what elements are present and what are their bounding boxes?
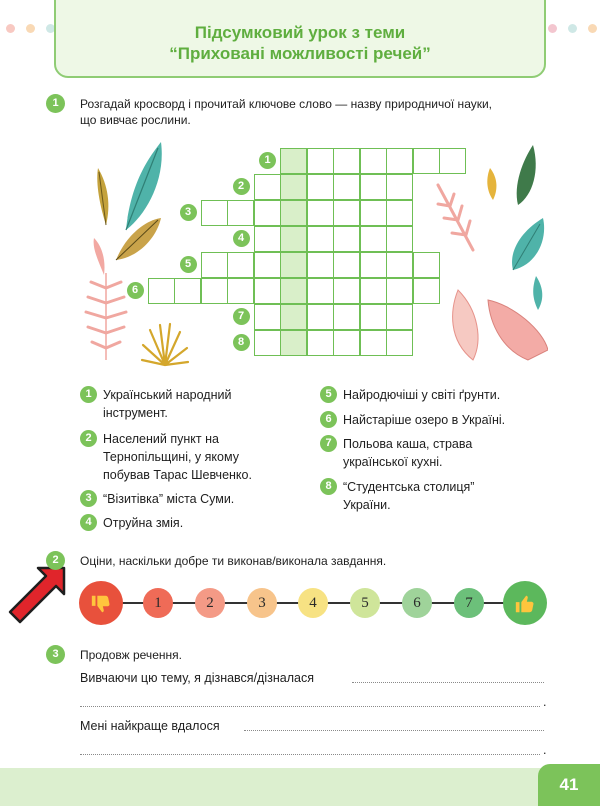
crossword-key-cell[interactable] [280,148,307,174]
crossword-cell[interactable] [254,200,281,226]
yellow-grass-decoration [140,320,190,368]
clue-text: “Візитівка” міста Суми. [103,492,235,506]
clue-item [320,435,472,471]
crossword-row-number: 7 [233,308,250,325]
crossword-cell[interactable] [386,148,413,174]
crossword-cell[interactable] [360,278,387,304]
task-1-text-line-2: що вивчає рослини. [80,113,191,127]
crossword-cell[interactable] [360,304,387,330]
clue-number: 5 [320,386,337,403]
crossword-cell[interactable] [360,174,387,200]
clue-item [320,386,500,404]
crossword-cell[interactable] [227,252,254,278]
crossword-cell[interactable] [254,226,281,252]
crossword-cell[interactable] [386,304,413,330]
rating-option-7[interactable]: 7 [454,588,484,618]
crossword-key-cell[interactable] [280,330,307,356]
clue-text: Населений пункт на Тернопільщині, у якому побував Тарас Шевченко. [103,432,252,482]
rating-option-1[interactable]: 1 [143,588,173,618]
crossword-cell[interactable] [413,252,440,278]
crossword-cell[interactable] [360,148,387,174]
crossword-cell[interactable] [333,148,360,174]
clue-number: 7 [320,435,337,452]
sentence-1-end-mark: . [543,695,547,709]
crossword-cell[interactable] [413,148,440,174]
crossword-cell[interactable] [254,252,281,278]
page-number: 41 [538,764,600,806]
rating-option-6[interactable]: 6 [402,588,432,618]
rating-option-5[interactable]: 5 [350,588,380,618]
crossword-cell[interactable] [148,278,175,304]
crossword-cell[interactable] [307,252,334,278]
crossword-key-cell[interactable] [280,278,307,304]
crossword-cell[interactable] [307,304,334,330]
crossword-cell[interactable] [360,200,387,226]
rating-option-4[interactable]: 4 [298,588,328,618]
crossword-key-cell[interactable] [280,226,307,252]
pink-fern-left-decoration [76,268,136,363]
crossword-cell[interactable] [333,226,360,252]
crossword-cell[interactable] [307,278,334,304]
crossword-cell[interactable] [227,278,254,304]
clue-item [80,514,183,532]
crossword-row-number: 4 [233,230,250,247]
task-2-text: Оціни, наскільки добре ти виконав/виконала завдання. [80,554,387,568]
crossword-cell[interactable] [307,174,334,200]
sentence-2-end-mark: . [543,743,547,757]
crossword-cell[interactable] [386,226,413,252]
task-1-text-line-1: Розгадай кросворд і прочитай ключове слово — назву природничої науки, [80,97,493,111]
crossword-cell[interactable] [307,200,334,226]
leaves-right-decoration [428,140,548,370]
crossword-cell[interactable] [201,278,228,304]
crossword-cell[interactable] [333,200,360,226]
red-arrow-icon [4,562,68,624]
lesson-title-box [54,0,546,78]
thumbs-down-icon [90,593,112,615]
crossword-cell[interactable] [386,278,413,304]
crossword-cell[interactable] [201,252,228,278]
task-3-number: 3 [46,645,65,664]
crossword-cell[interactable] [439,148,466,174]
crossword-cell[interactable] [307,148,334,174]
clue-item [80,386,231,422]
crossword-key-cell[interactable] [280,174,307,200]
crossword-key-cell[interactable] [280,304,307,330]
crossword-cell[interactable] [386,174,413,200]
clue-text: Польова каша, страва української кухні. [343,437,473,469]
clue-number: 4 [80,514,97,531]
title-line-1: Підсумковий урок з теми [194,23,406,42]
crossword-cell[interactable] [174,278,201,304]
task-2-number: 2 [46,551,65,570]
clue-number: 3 [80,490,97,507]
crossword-cell[interactable] [333,252,360,278]
crossword-key-cell[interactable] [280,252,307,278]
clue-number: 6 [320,411,337,428]
task-3-text: Продовж речення. [80,648,182,662]
crossword-cell[interactable] [386,252,413,278]
crossword-row-number: 2 [233,178,250,195]
sentence-2-answer-line-1[interactable] [244,730,544,731]
crossword-row-number: 5 [180,256,197,273]
crossword-cell[interactable] [360,252,387,278]
crossword-cell[interactable] [386,330,413,356]
crossword-cell[interactable] [254,278,281,304]
crossword-row-number: 6 [127,282,144,299]
crossword-key-cell[interactable] [280,200,307,226]
crossword-row-number: 8 [233,334,250,351]
clue-number: 8 [320,478,337,495]
crossword-cell[interactable] [333,330,360,356]
clue-item [320,478,474,514]
crossword-cell[interactable] [333,304,360,330]
thumbs-up-icon [514,593,536,615]
crossword-cell[interactable] [254,174,281,200]
title-line-2: “Приховані можливості речей” [169,44,431,63]
crossword-cell[interactable] [333,278,360,304]
leaves-left-decoration [86,140,176,280]
crossword-cell[interactable] [413,278,440,304]
sentence-2-label: Мені найкраще вдалося [80,719,220,733]
clue-text: Найродючіші у світі ґрунти. [343,388,501,402]
sentence-1-label: Вивчаючи цю тему, я дізнався/дізналася [80,671,314,685]
clue-number: 1 [80,386,97,403]
clue-text: “Студентська столиця” України. [343,480,475,512]
clue-text: Найстаріше озеро в Україні. [343,413,506,427]
crossword-row-number: 3 [180,204,197,221]
rating-option-3[interactable]: 3 [247,588,277,618]
crossword-cell[interactable] [254,330,281,356]
decorative-dots-right [548,24,600,34]
clue-number: 2 [80,430,97,447]
clue-text: Отруйна змія. [103,516,184,530]
rating-option-2[interactable]: 2 [195,588,225,618]
crossword-cell[interactable] [333,174,360,200]
crossword-cell[interactable] [254,304,281,330]
sentence-1-answer-line-2[interactable] [80,706,540,707]
sentence-2-answer-line-2[interactable] [80,754,540,755]
clue-text: Український народний інструмент. [103,388,232,420]
thumbs-up-button[interactable] [503,581,547,625]
crossword-cell[interactable] [360,226,387,252]
sentence-1-answer-line-1[interactable] [352,682,544,683]
crossword-cell[interactable] [307,330,334,356]
page-footer-band [0,768,600,806]
thumbs-down-button[interactable] [79,581,123,625]
crossword-cell[interactable] [360,330,387,356]
task-1-number: 1 [46,94,65,113]
clue-item [80,490,234,508]
clue-item [320,411,505,429]
crossword-cell[interactable] [307,226,334,252]
crossword-row-number: 1 [259,152,276,169]
crossword-cell[interactable] [201,200,228,226]
clue-item [80,430,252,484]
crossword-cell[interactable] [227,200,254,226]
crossword-cell[interactable] [386,200,413,226]
